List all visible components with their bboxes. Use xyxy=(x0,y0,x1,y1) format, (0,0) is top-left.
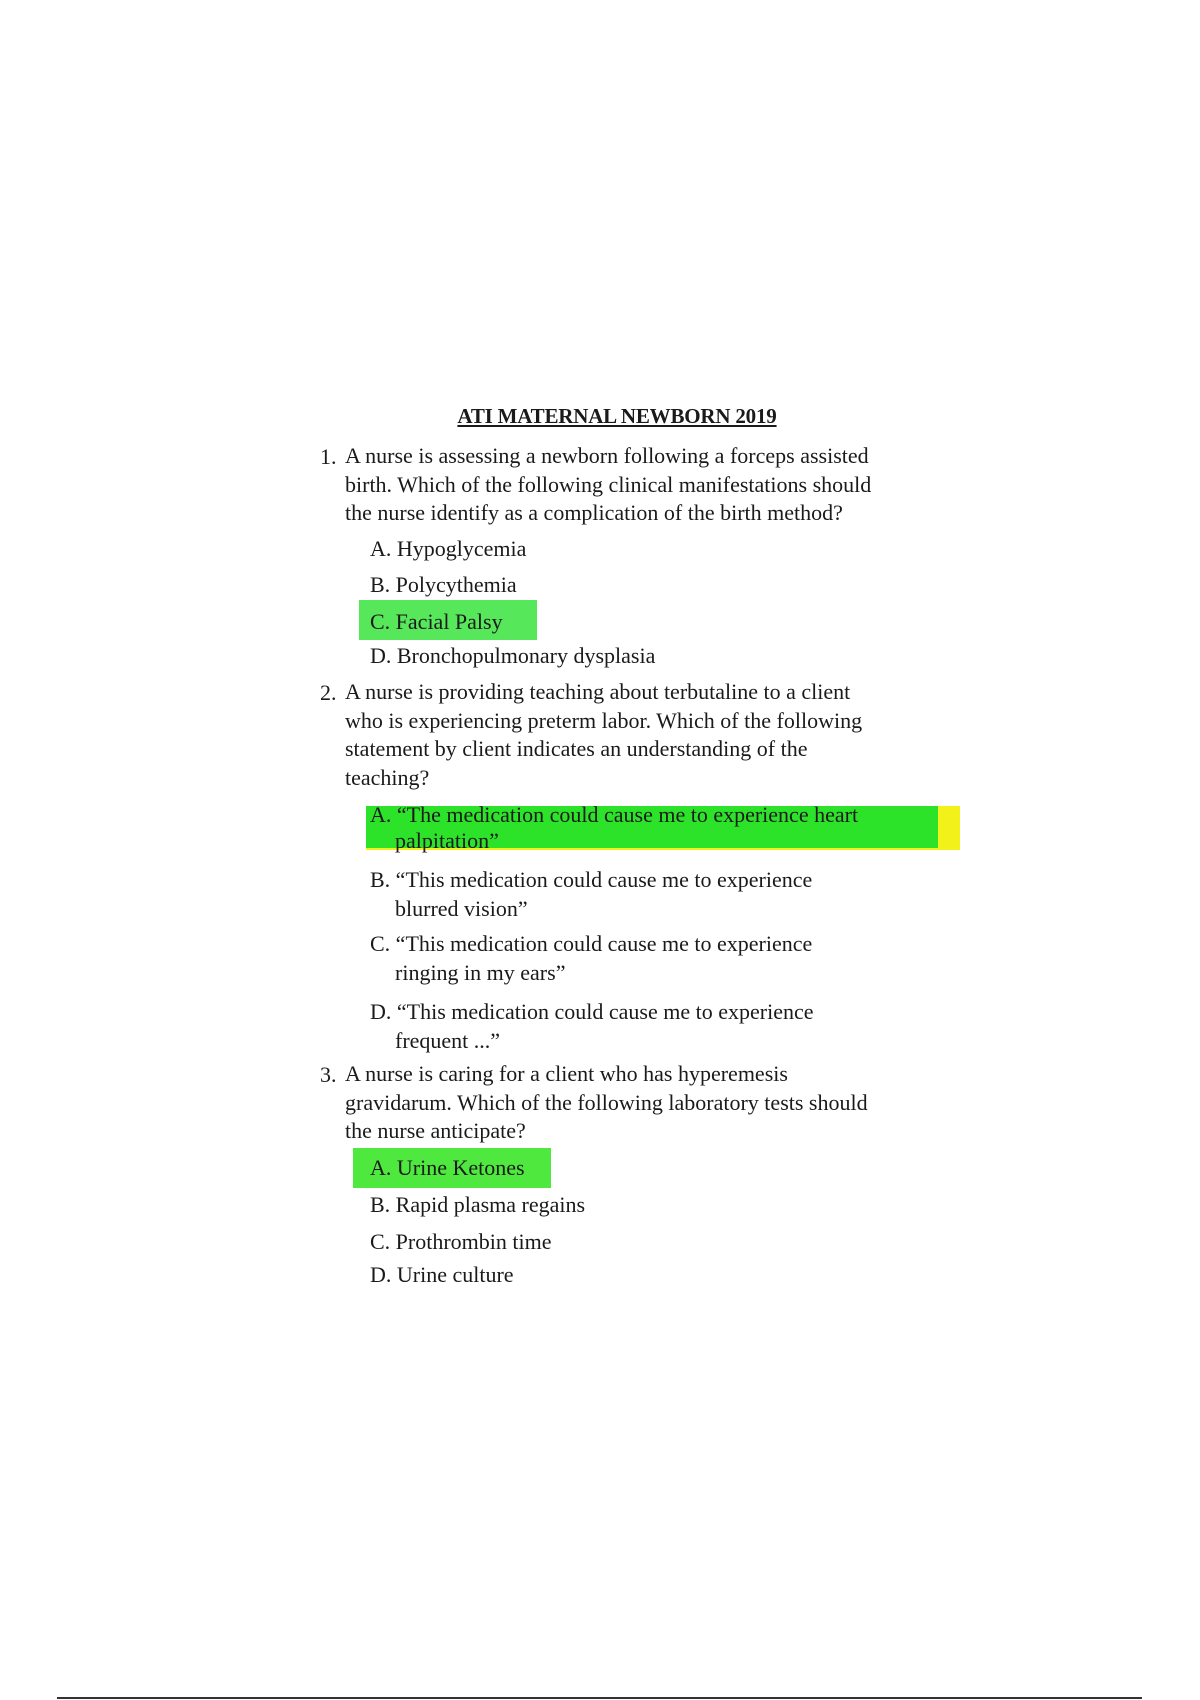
option-continuation: palpitation” xyxy=(395,828,499,853)
question-1-option-a: A. Hypoglycemia xyxy=(370,536,527,561)
question-3-number: 3. xyxy=(320,1062,337,1087)
option-continuation: frequent ...” xyxy=(395,1028,501,1053)
option-line: D. “This medication could cause me to experience xyxy=(370,999,814,1024)
option-line: A. “The medication could cause me to experience heart xyxy=(370,802,859,827)
question-3-text xyxy=(345,1060,941,1146)
question-3-option-b: B. Rapid plasma regains xyxy=(370,1192,586,1217)
question-1-line: the nurse identify as a complication of the birth method? xyxy=(345,500,843,525)
question-1-line: A nurse is assessing a newborn following a forceps assisted xyxy=(345,443,869,468)
option-continuation: ringing in my ears” xyxy=(395,960,566,985)
bottom-rule xyxy=(57,1697,1142,1699)
question-1-number: 1. xyxy=(320,444,337,469)
option-line: B. “This medication could cause me to experience xyxy=(370,867,813,892)
option-line: C. “This medication could cause me to experience xyxy=(370,931,813,956)
question-2-line: who is experiencing preterm labor. Which of the following xyxy=(345,707,863,733)
question-1-option-d: D. Bronchopulmonary dysplasia xyxy=(370,643,656,668)
question-2-line: A nurse is providing teaching about terbutaline to a client xyxy=(345,679,851,704)
question-2-option-c xyxy=(370,929,916,987)
question-1-option-c: C. Facial Palsy xyxy=(370,609,503,634)
question-2-line: teaching? xyxy=(345,764,430,790)
question-2-number: 2. xyxy=(320,680,337,705)
question-1-text xyxy=(345,442,941,528)
option-continuation: blurred vision” xyxy=(395,896,528,921)
question-1-option-b: B. Polycythemia xyxy=(370,572,517,597)
question-2-line: statement by client indicates an understanding of the xyxy=(345,736,808,761)
question-1-line: birth. Which of the following clinical manifestations should xyxy=(345,471,872,497)
question-3-line: A nurse is caring for a client who has hyperemesis xyxy=(345,1061,788,1086)
question-3-option-c: C. Prothrombin time xyxy=(370,1229,552,1254)
question-3-line: gravidarum. Which of the following laboratory tests should xyxy=(345,1089,868,1115)
question-3-option-d: D. Urine culture xyxy=(370,1262,514,1287)
question-3-line: the nurse anticipate? xyxy=(345,1118,526,1143)
question-2-option-a xyxy=(370,802,916,854)
question-2-option-d xyxy=(370,997,916,1055)
question-2-text xyxy=(345,678,941,792)
question-3-option-a: A. Urine Ketones xyxy=(370,1155,525,1180)
question-2-option-b xyxy=(370,865,916,923)
page-title: ATI MATERNAL NEWBORN 2019 xyxy=(457,404,777,428)
